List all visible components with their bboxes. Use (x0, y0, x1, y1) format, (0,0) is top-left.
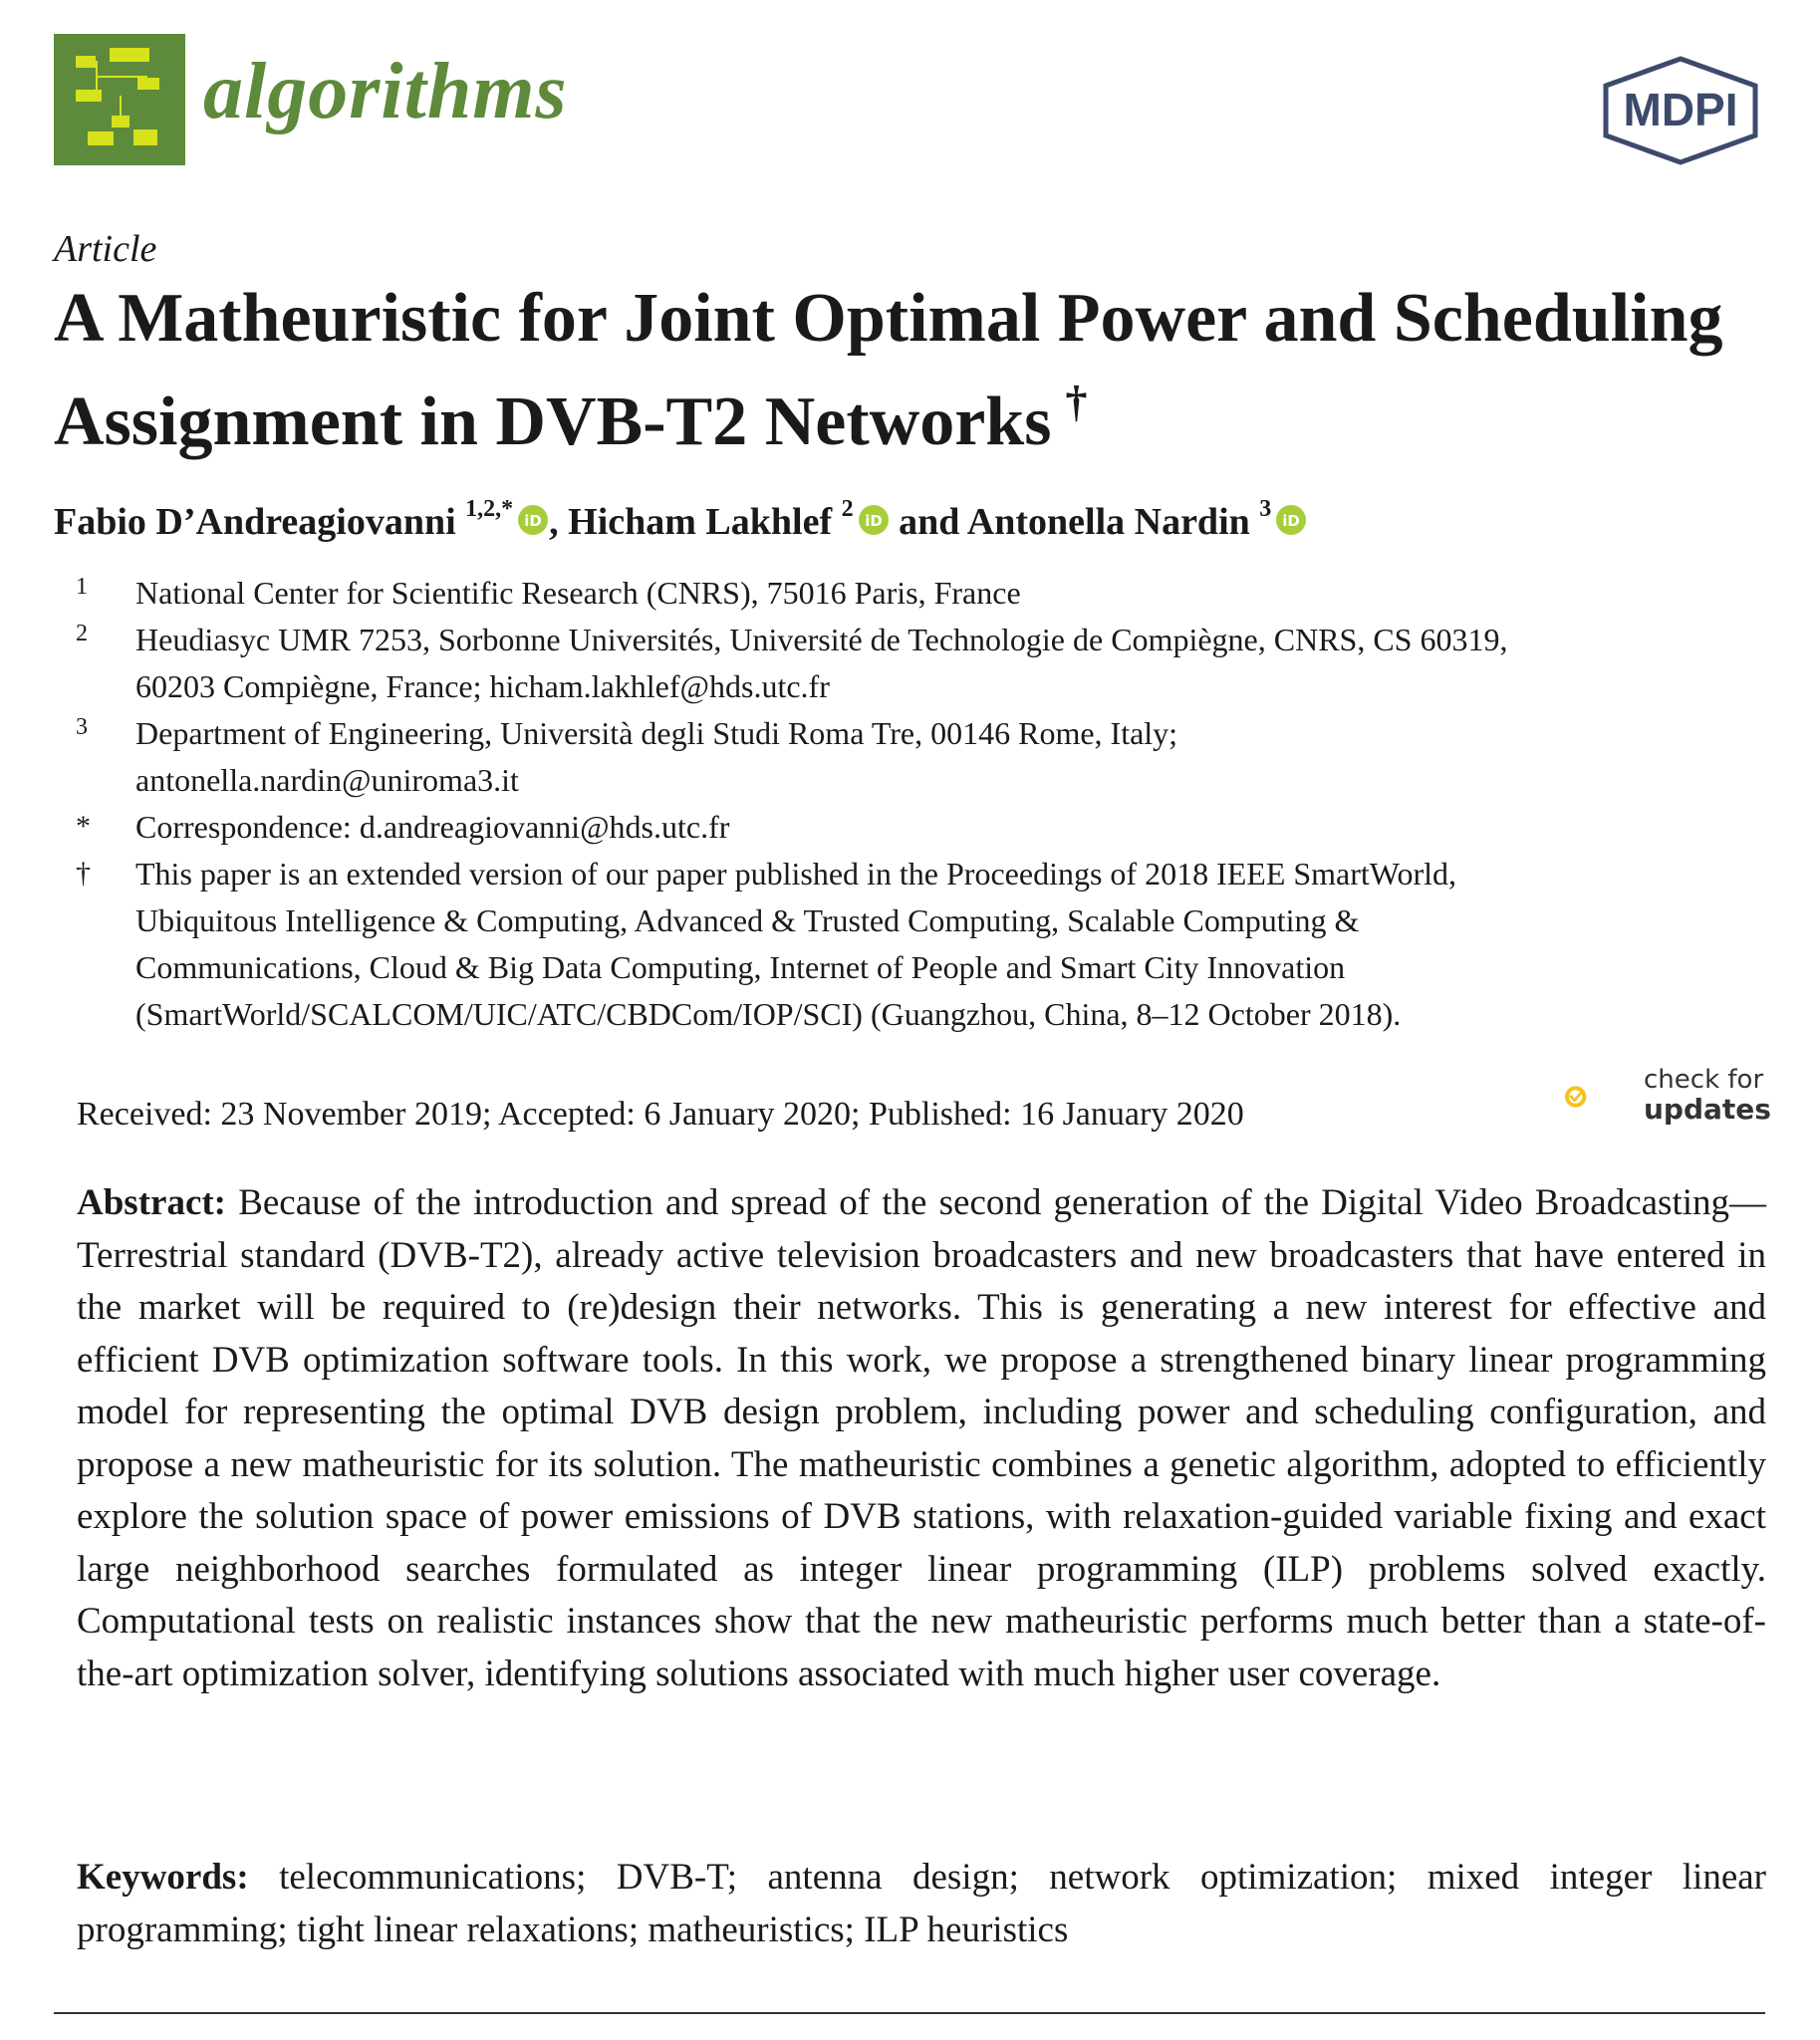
keywords (77, 1851, 1766, 1956)
orcid-icon[interactable] (517, 504, 549, 536)
mdpi-wordmark: MDPI (1623, 84, 1738, 135)
affiliation-mark: 1 (76, 574, 88, 600)
author-name: Hicham Lakhlef (568, 501, 833, 543)
check-for-updates-icon[interactable] (1564, 1062, 1634, 1132)
abstract (77, 1177, 1766, 1700)
title-text: A Matheuristic for Joint Optimal Power and Scheduling Assignment in DVB-T2 Networks (54, 280, 1723, 460)
abstract-label: Abstract: (77, 1182, 227, 1223)
note-line: Ubiquitous Intelligence & Computing, Advanced & Trusted Computing, Scalable Computing & (135, 902, 1360, 938)
algorithms-logo-icon (54, 34, 185, 165)
affiliation-text: National Center for Scientific Research (CNRS), 75016 Paris, France (135, 575, 1021, 611)
footer-divider (54, 2012, 1765, 2014)
affiliation-line: 60203 Compiègne, France; hicham.lakhlef@hds.utc.fr (135, 668, 830, 704)
note-text (135, 851, 1809, 1038)
publication-dates: Received: 23 November 2019; Accepted: 6 January 2020; Published: 16 January 2020 (77, 1096, 1244, 1133)
author-affiliation-mark: 3 (1259, 496, 1272, 522)
affiliation-mark: 2 (76, 621, 88, 646)
keywords-text: telecommunications; DVB-T; antenna design; network optimization; mixed integer linear programming; tight linear relaxations; matheuristics; ILP heuristics (77, 1857, 1767, 1950)
affiliation-mark: 3 (76, 714, 88, 740)
author-name: Antonella Nardin (966, 501, 1250, 543)
affiliation-text (135, 617, 1809, 710)
orcid-icon[interactable] (858, 504, 890, 536)
note-line: This paper is an extended version of our paper published in the Proceedings of 2018 IEEE SmartWorld, (135, 856, 1456, 892)
affiliation-text (135, 710, 1809, 804)
author-separator: and (889, 501, 967, 543)
note-mark: † (76, 857, 91, 890)
affiliation-line: Heudiasyc UMR 7253, Sorbonne Universités, Université de Technologie de Compiègne, CNRS, CS 60319, (135, 622, 1508, 657)
mdpi-logo-icon (1600, 56, 1761, 165)
orcid-label: iD (524, 512, 542, 530)
abstract-text: Because of the introduction and spread of the second generation of the Digital Video Broadcasting—Terrestrial standard (DVB-T2), already active television broadcasters and new broadcasters that have entered in the market will be required to (re)design their networks. This is generating a new interest for effective and efficient DVB optimization software tools. In this work, we propose a strengthened binary linear programming model for representing the optimal DVB design problem, including power and scheduling configuration, and propose a new matheuristic for its solution. The matheuristic combines a genetic algorithm, adopted to efficiently explore the solution space of power emissions of DVB stations, with relaxation-guided variable fixing and exact large neighborhood searches formulated as integer linear programming (ILP) problems solved exactly. Computational tests on realistic instances show that the new matheuristic performs much better than a state-of-the-art optimization solver, identifying solutions associated with much higher user coverage. (77, 1182, 1767, 1694)
note-line: Communications, Cloud & Big Data Computing, Internet of People and Smart City Innovation (135, 949, 1346, 985)
paper-title (54, 277, 1767, 464)
article-type: Article (54, 228, 157, 270)
note-line: (SmartWorld/SCALCOM/UIC/ATC/CBDCom/IOP/SCI) (Guangzhou, China, 8–12 October 2018). (135, 996, 1402, 1032)
correspondence-mark: * (76, 810, 91, 843)
orcid-icon[interactable] (1275, 504, 1307, 536)
author-list (54, 496, 1307, 544)
author-name: Fabio D’Andreagiovanni (54, 501, 456, 543)
author-affiliation-mark: 2 (841, 496, 854, 522)
title-dagger: † (1065, 378, 1088, 426)
correspondence-text: Correspondence: d.andreagiovanni@hds.utc.fr (135, 809, 730, 845)
check-line-1: check for (1644, 1065, 1764, 1095)
orcid-label: iD (864, 512, 883, 530)
keywords-label: Keywords: (77, 1857, 249, 1898)
affiliation-line: Department of Engineering, Università degli Studi Roma Tre, 00146 Rome, Italy; (135, 715, 1178, 751)
author-affiliation-mark: 1,2,* (465, 496, 514, 522)
orcid-label: iD (1282, 512, 1301, 530)
journal-name: algorithms (203, 48, 568, 135)
check-line-2: updates (1644, 1093, 1771, 1126)
author-separator: , (549, 501, 569, 543)
check-for-updates-link[interactable] (1644, 1065, 1771, 1125)
affiliation-line: antonella.nardin@uniroma3.it (135, 762, 519, 798)
